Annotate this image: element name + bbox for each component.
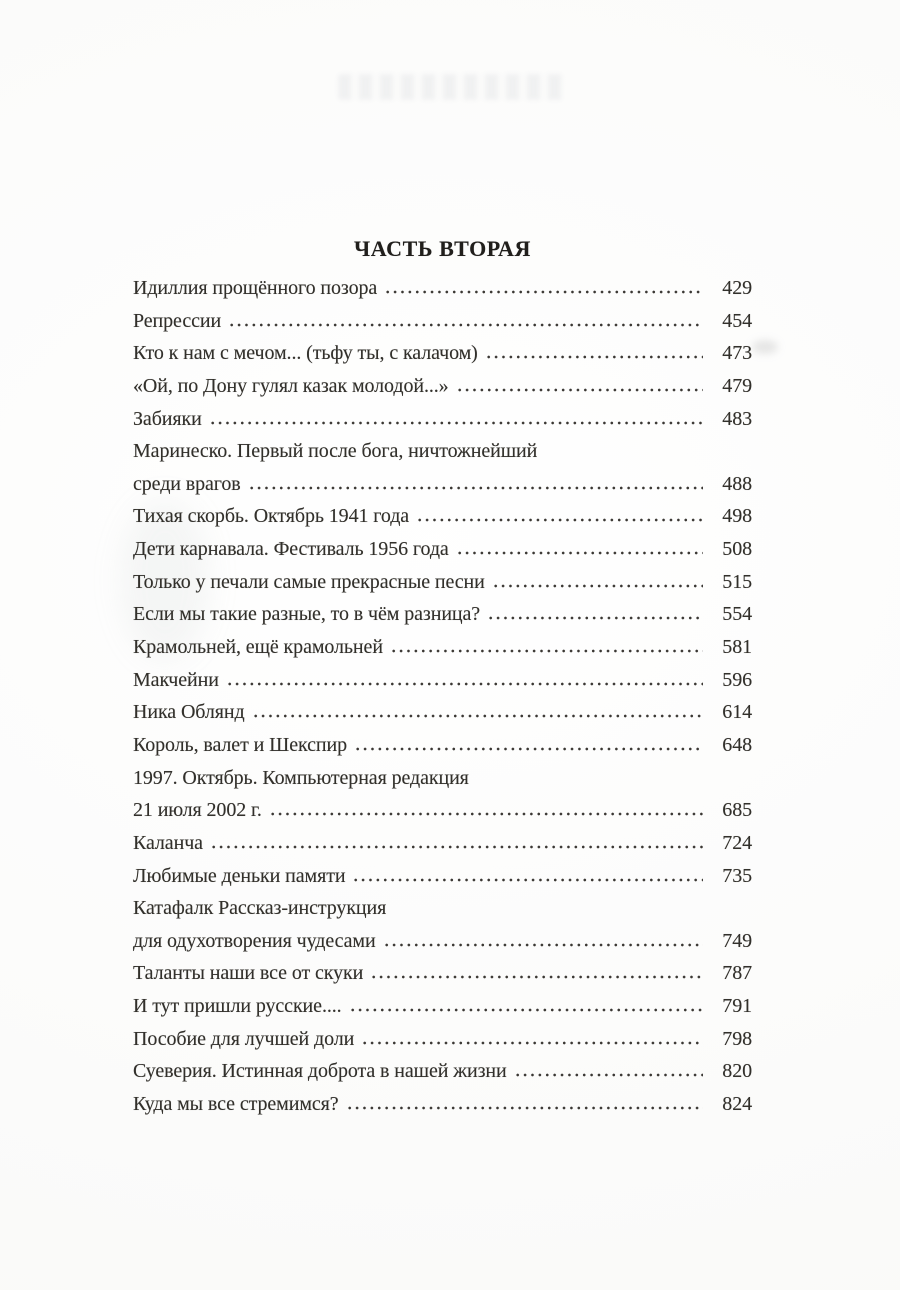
toc-page-number: 488 xyxy=(722,472,752,495)
toc-entry-title: 1997. Октябрь. Компьютерная редакция xyxy=(133,766,469,789)
toc-row xyxy=(133,631,752,664)
toc-entry-title: Только у печали самые прекрасные песни xyxy=(133,570,485,593)
dot-leader xyxy=(484,355,703,359)
dot-leader xyxy=(491,584,703,588)
toc-entry-title: Забияки xyxy=(133,407,202,430)
dot-leader xyxy=(345,1106,703,1110)
dot-leader xyxy=(353,747,703,751)
scan-smudge xyxy=(752,340,778,354)
toc-page-number: 508 xyxy=(722,538,752,561)
toc-row xyxy=(133,468,752,501)
toc-page-number: 685 xyxy=(722,799,752,822)
toc-entry-title: Катафалк Рассказ-инструкция xyxy=(133,897,387,920)
toc-row xyxy=(133,435,752,468)
toc-page-number: 735 xyxy=(722,864,752,887)
toc-row xyxy=(133,1055,752,1088)
dot-leader xyxy=(389,649,703,653)
toc-page-number: 648 xyxy=(722,733,752,756)
toc-row xyxy=(133,827,752,860)
toc-entry-title: Маринеско. Первый после бога, ничтожнейший xyxy=(133,440,538,463)
toc-page-number: 454 xyxy=(722,309,752,332)
toc-row xyxy=(133,305,752,338)
dot-leader xyxy=(382,943,703,947)
toc-page-number: 429 xyxy=(722,277,752,299)
toc-entry-title: «Ой, по Дону гулял казак молодой...» xyxy=(133,374,449,397)
toc-entry-title: 21 июля 2002 г. xyxy=(133,799,262,822)
toc-row xyxy=(133,403,752,436)
toc-list xyxy=(133,272,752,1121)
toc-row xyxy=(133,990,752,1023)
dot-leader xyxy=(247,486,703,490)
toc-row xyxy=(133,1088,752,1121)
toc-entry-title: Пособие для лучшей доли xyxy=(133,1027,355,1050)
dot-leader xyxy=(369,975,703,979)
toc-row xyxy=(133,696,752,729)
dot-leader xyxy=(383,290,703,294)
toc-page-number: 483 xyxy=(722,407,752,430)
toc-row xyxy=(133,925,752,958)
toc-entry-title: Кто к нам с мечом... (тьфу ты, с калачом) xyxy=(133,342,478,365)
toc-row xyxy=(133,794,752,827)
toc-page-number: 498 xyxy=(722,505,752,528)
toc-row xyxy=(133,892,752,925)
toc-entry-title: Крамольней, ещё крамольней xyxy=(133,636,383,659)
toc-page-number: 798 xyxy=(722,1027,752,1050)
toc-entry-title: Каланча xyxy=(133,831,203,854)
toc-entry-title: среди врагов xyxy=(133,472,241,495)
toc-row xyxy=(133,762,752,795)
dot-leader xyxy=(351,878,703,882)
toc-entry-title: Дети карнавала. Фестиваль 1956 года xyxy=(133,538,449,561)
dot-leader xyxy=(227,323,703,327)
toc-row xyxy=(133,337,752,370)
dot-leader xyxy=(251,714,703,718)
toc-row xyxy=(133,598,752,631)
toc-entry-title: Идиллия прощённого позора xyxy=(133,277,378,299)
toc-row xyxy=(133,1023,752,1056)
toc-row xyxy=(133,957,752,990)
dot-leader xyxy=(268,812,703,816)
toc-page-number: 787 xyxy=(722,962,752,985)
toc-page-number: 515 xyxy=(722,570,752,593)
toc-entry-title: Таланты наши все от скуки xyxy=(133,962,364,985)
dot-leader xyxy=(513,1073,703,1077)
toc-page-number: 820 xyxy=(722,1060,752,1083)
dot-leader xyxy=(455,551,703,555)
toc-entry-title: Репрессии xyxy=(133,309,222,332)
toc-entry-title: Суеверия. Истинная доброта в нашей жизни xyxy=(133,1060,507,1083)
dot-leader xyxy=(486,616,703,620)
dot-leader xyxy=(209,845,703,849)
toc-page-number: 824 xyxy=(722,1093,752,1116)
toc-row xyxy=(133,566,752,599)
toc-row xyxy=(133,664,752,697)
toc-row xyxy=(133,533,752,566)
toc-entry-title: И тут пришли русские.... xyxy=(133,995,342,1018)
toc-page-number: 473 xyxy=(722,342,752,365)
toc-entry-title: Любимые деньки памяти xyxy=(133,864,346,887)
toc-entry-title: Тихая скорбь. Октябрь 1941 года xyxy=(133,505,410,528)
toc-page-number: 749 xyxy=(722,929,752,952)
dot-leader xyxy=(225,682,703,686)
toc-row xyxy=(133,729,752,762)
toc-entry-title: Если мы такие разные, то в чём разница? xyxy=(133,603,481,626)
toc-row xyxy=(133,500,752,533)
toc-page-number: 554 xyxy=(722,603,752,626)
toc-page-number: 479 xyxy=(722,374,752,397)
toc-row xyxy=(133,272,752,305)
toc-entry-title: Ника Облянд xyxy=(133,701,245,724)
toc-row xyxy=(133,860,752,893)
toc-page-number: 596 xyxy=(722,668,752,691)
toc-row xyxy=(133,370,752,403)
page-showthrough-smudge xyxy=(338,74,564,100)
dot-leader xyxy=(360,1041,703,1045)
toc-entry-title: Куда мы все стремимся? xyxy=(133,1093,339,1116)
dot-leader xyxy=(208,421,703,425)
toc-entry-title: для одухотворения чудесами xyxy=(133,929,376,952)
dot-leader xyxy=(348,1008,703,1012)
toc-entry-title: Король, валет и Шекспир xyxy=(133,733,347,756)
dot-leader xyxy=(415,518,703,522)
part-heading: ЧАСТЬ ВТОРАЯ xyxy=(353,235,532,261)
dot-leader xyxy=(455,388,703,392)
toc-page-number: 724 xyxy=(722,831,752,854)
toc-entry-title: Макчейни xyxy=(133,668,219,691)
toc-page-number: 614 xyxy=(722,701,752,724)
toc-page-number: 581 xyxy=(722,636,752,659)
toc-page-number: 791 xyxy=(722,995,752,1018)
